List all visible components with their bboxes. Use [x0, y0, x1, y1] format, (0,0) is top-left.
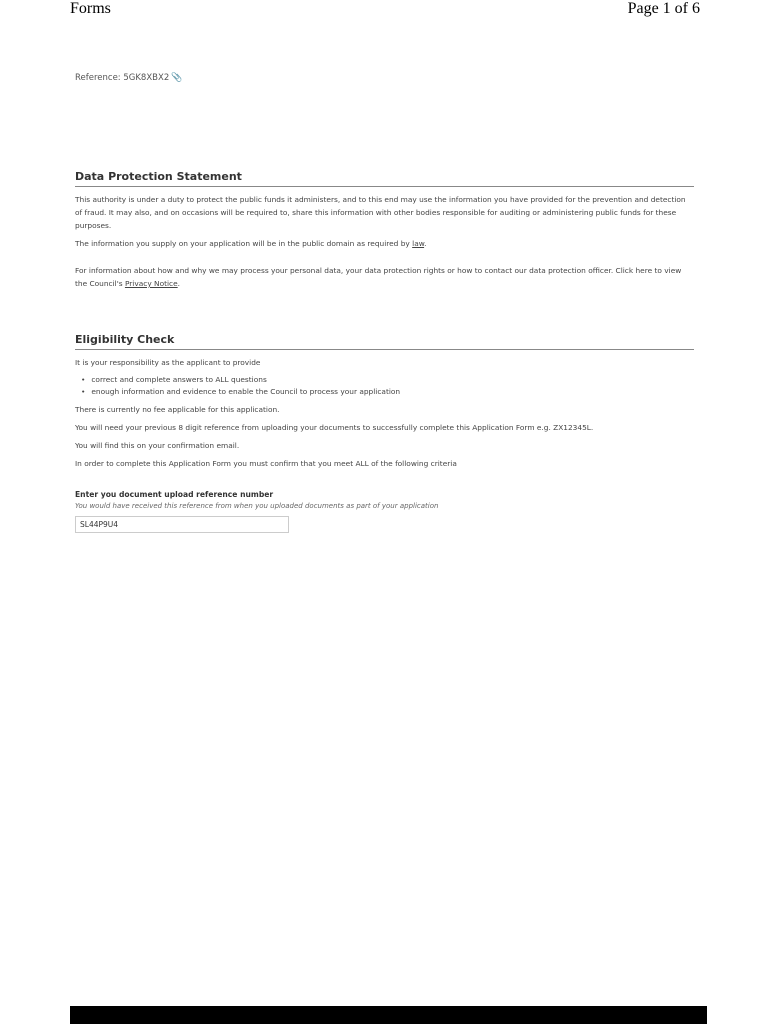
- reference-paragraph: You will need your previous 8 digit reference from uploading your documents to successfully complete this Application Form e.g. ZX12345L.: [75, 423, 594, 432]
- data-protection-paragraph-1: This authority is under a duty to protect the public funds it administers, and to this end may use the information you have provided for the prevention and detection of fraud. It may also, and on occasions will be required to, share this information with other bodies responsible for auditing or administering public funds for these purposes.: [75, 195, 686, 230]
- reference-label: Reference: 5GK8XBX2: [75, 73, 170, 83]
- data-protection-paragraph-3: [75, 264, 694, 290]
- paragraph-text: The information you supply on your application will be in the public domain as required by: [75, 239, 413, 248]
- print-header: [70, 0, 700, 22]
- paperclip-icon[interactable]: 📎: [171, 73, 183, 83]
- footer-bar: [70, 1006, 707, 1024]
- email-paragraph: You will find this on your confirmation email.: [75, 441, 240, 450]
- upload-reference-label: Enter you document upload reference number: [75, 490, 274, 499]
- privacy-notice-link[interactable]: Privacy Notice: [124, 279, 178, 288]
- data-protection-title: Data Protection Statement: [75, 170, 694, 187]
- reference-line: [75, 73, 182, 83]
- eligibility-intro: It is your responsibility as the applicant to provide: [75, 358, 261, 367]
- print-header-title: Forms: [70, 0, 111, 17]
- law-link[interactable]: law: [412, 239, 425, 248]
- data-protection-paragraph-2: [75, 237, 694, 250]
- data-protection-section: [75, 170, 694, 295]
- criteria-paragraph: In order to complete this Application Form you must confirm that you meet ALL of the following criteria: [75, 459, 457, 468]
- paragraph-text: For information about how and why we may process your personal data, your data protection rights or how to contact our data protection officer. Click here to view the Council's: [75, 266, 682, 288]
- eligibility-title: Eligibility Check: [75, 333, 694, 350]
- eligibility-bullets: [75, 374, 694, 398]
- list-item: • correct and complete answers to ALL questions: [81, 374, 694, 386]
- upload-reference-input[interactable]: [75, 516, 289, 533]
- eligibility-section: [75, 333, 694, 533]
- paragraph-end: .: [424, 239, 427, 248]
- fee-paragraph: There is currently no fee applicable for this application.: [75, 405, 280, 414]
- page-number: Page 1 of 6: [627, 0, 700, 17]
- paragraph-end: .: [177, 279, 181, 288]
- upload-reference-hint: You would have received this reference from when you uploaded documents as part of your application: [75, 502, 439, 510]
- list-item: • enough information and evidence to enable the Council to process your application: [81, 386, 694, 398]
